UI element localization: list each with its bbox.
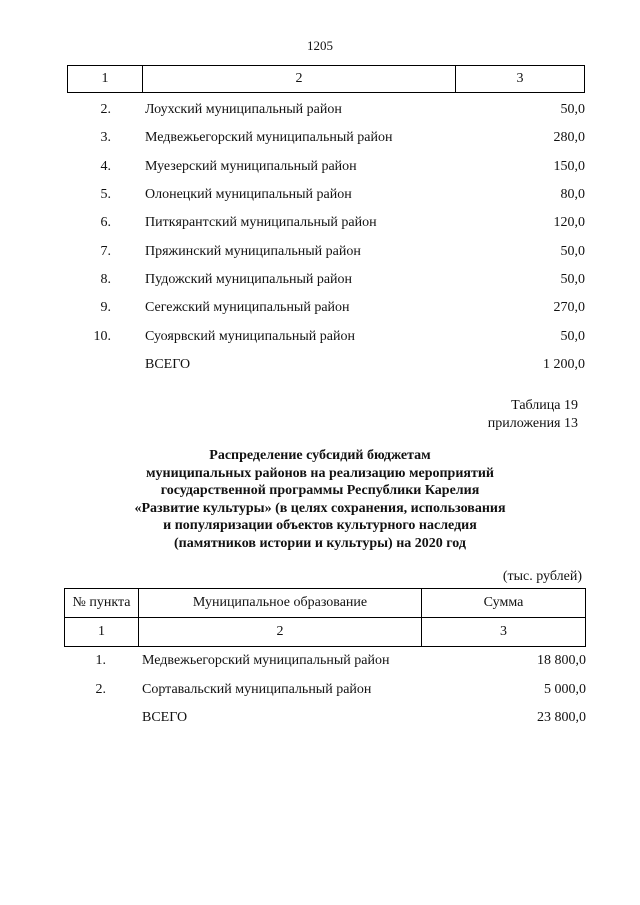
table-row [64, 647, 586, 676]
table2-subheader-row [65, 617, 585, 646]
row-number: 1. [95, 653, 106, 669]
row-name: Лоухский муниципальный район [145, 102, 342, 118]
header-item-number: № пункта [65, 589, 139, 617]
row-number: 8. [100, 271, 111, 287]
subheader-col2: 2 [139, 618, 422, 646]
row-value: 50,0 [560, 271, 585, 287]
table-row [67, 266, 585, 294]
row-value: 120,0 [553, 215, 585, 231]
row-number: 6. [100, 215, 111, 231]
title-line: государственной программы Республики Карелия [160, 483, 480, 499]
title-line: Распределение субсидий бюджетам [209, 448, 431, 463]
page-number: 1205 [307, 38, 333, 53]
document-title [0, 447, 640, 553]
caption-line-2: приложения 13 [487, 416, 578, 431]
title-line: муниципальных районов на реализацию мероприятий [146, 465, 494, 481]
row-name: Медвежьегорский муниципальный район [145, 130, 393, 146]
row-value: 50,0 [560, 328, 585, 344]
row-value: 5 000,0 [544, 681, 586, 697]
table1-body [67, 96, 585, 379]
row-number: 2. [95, 681, 106, 697]
row-number: 2. [100, 102, 111, 118]
table2-header-row [65, 589, 585, 617]
table2-header [64, 588, 586, 647]
row-name: Сортавальский муниципальный район [142, 681, 372, 697]
title-line: (памятников истории и культуры) на 2020 год [174, 535, 466, 551]
table-row [67, 322, 585, 350]
title-line: и популяризации объектов культурного наследия [163, 518, 477, 534]
row-name: Суоярвский муниципальный район [145, 328, 355, 344]
row-number: 10. [93, 328, 111, 344]
row-name: Олонецкий муниципальный район [145, 187, 352, 203]
table-row [67, 237, 585, 265]
row-number: 4. [100, 158, 111, 174]
row-name: ВСЕГО [142, 710, 188, 726]
subheader-col1: 1 [65, 618, 139, 646]
row-number: 7. [100, 243, 111, 259]
row-value: 80,0 [560, 187, 585, 203]
row-name: Питкярантский муниципальный район [145, 215, 377, 231]
table-row [67, 96, 585, 124]
table-row-total [67, 351, 585, 379]
table1-header-col1: 1 [68, 66, 143, 92]
row-value: 50,0 [560, 243, 585, 259]
table-row [67, 124, 585, 152]
row-value: 270,0 [553, 300, 585, 316]
row-value: 50,0 [560, 102, 585, 118]
table-row [67, 294, 585, 322]
table-row-total [64, 704, 586, 733]
row-name: Сегежский муниципальный район [145, 300, 350, 316]
title-line: «Развитие культуры» (в целях сохранения, использования [134, 500, 506, 516]
caption-line-1: Таблица 19 [511, 398, 578, 413]
row-value: 280,0 [553, 130, 585, 146]
header-municipality: Муниципальное образование [139, 589, 422, 617]
units-label: (тыс. рублей) [502, 569, 582, 584]
table-row [67, 181, 585, 209]
table1-header [67, 65, 585, 93]
table2-body [64, 647, 586, 733]
header-sum: Сумма [483, 595, 524, 610]
row-value: 1 200,0 [543, 356, 585, 372]
table1-header-col3: 3 [516, 71, 524, 86]
row-name: ВСЕГО [145, 356, 191, 372]
table-caption [488, 397, 578, 433]
table-row [67, 209, 585, 237]
table1-header-col2: 2 [143, 66, 456, 92]
table-row [64, 676, 586, 705]
row-name: Муезерский муниципальный район [145, 158, 357, 174]
table-row [67, 153, 585, 181]
row-value: 18 800,0 [537, 653, 586, 669]
row-number: 5. [100, 187, 111, 203]
row-number: 9. [100, 300, 111, 316]
subheader-col3: 3 [500, 624, 507, 639]
row-value: 23 800,0 [537, 710, 586, 726]
row-name: Медвежьегорский муниципальный район [142, 653, 390, 669]
row-name: Пудожский муниципальный район [145, 271, 353, 287]
row-number: 3. [100, 130, 111, 146]
row-value: 150,0 [553, 158, 585, 174]
row-name: Пряжинский муниципальный район [145, 243, 361, 259]
